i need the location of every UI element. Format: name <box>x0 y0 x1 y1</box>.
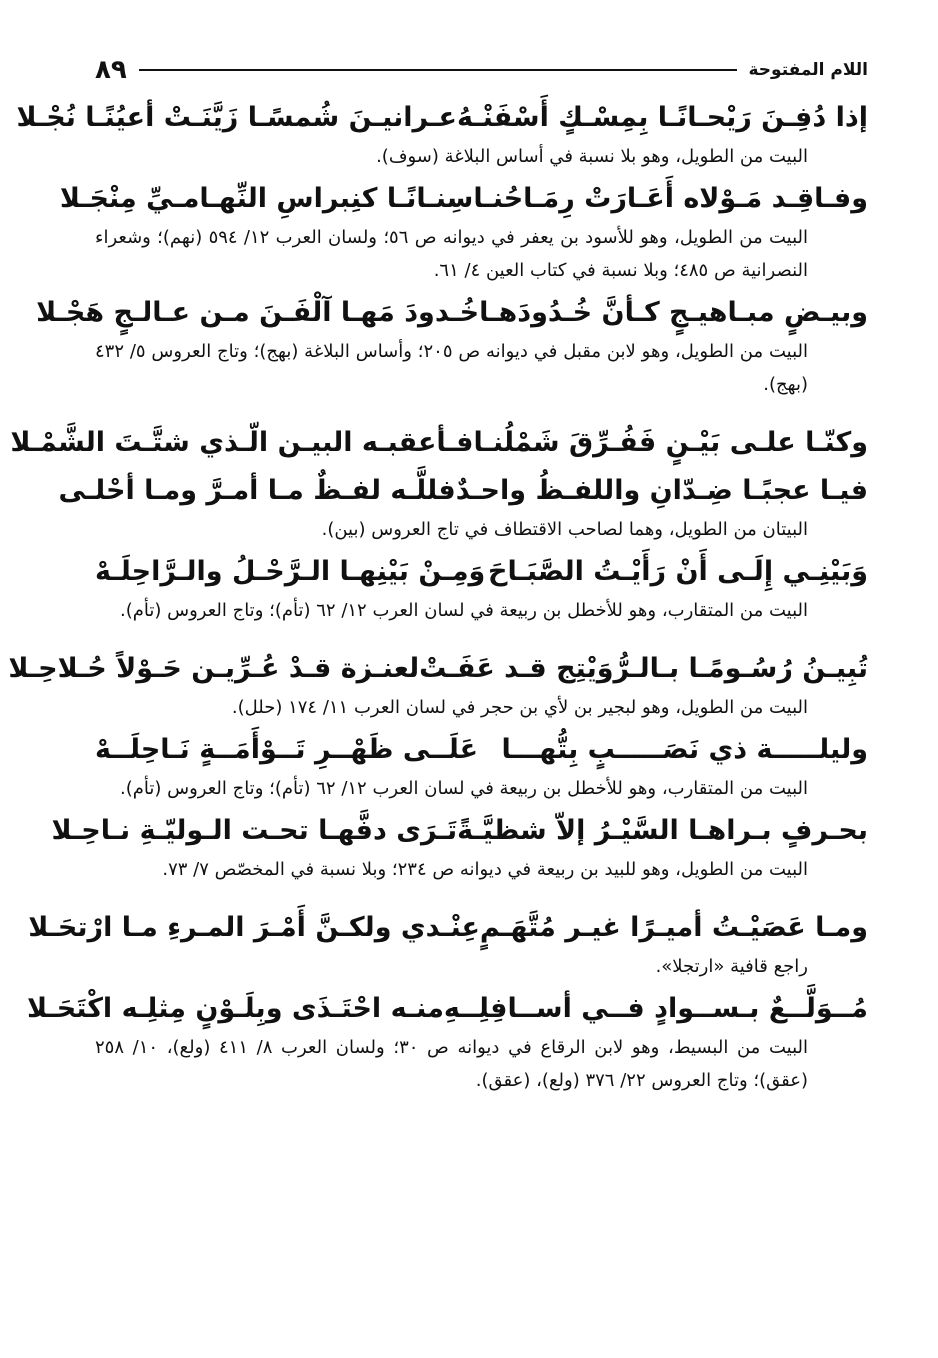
verse-line <box>58 469 868 513</box>
verse-note: البيتان من الطويل، وهما لصاحب الاقتطاف في تاج العروس (بين). <box>321 519 808 540</box>
second-hemistich: لعنـزة قـدْ عُـرِّيـن حَـوْلاً حُـلاحِـلا <box>8 653 420 684</box>
verse-note: البيت من الطويل، وهو للأسود بن يعفر في ديوانه ص ٥٦؛ ولسان العرب ١٢/ ٥٩٤ (نهم)؛ وشعراء النصرانية ص ٤٨٥؛ وبلا نسبة في كتاب العين ٤/ ٦١. <box>95 227 808 281</box>
second-hemistich: عَلَــى ظَهْــرِ تَــوْأَمَــةٍ نَـاحِلَــهْ <box>95 734 479 765</box>
poem-entry <box>28 906 868 983</box>
verse-line <box>51 809 868 853</box>
verse-line <box>95 550 868 594</box>
poem-entry <box>95 728 868 805</box>
verse-note: البيت من البسيط، وهو لابن الرقاع في ديوانه ص ٣٠؛ ولسان العرب ٨/ ٤١١ (ولع)، ١٠/ ٢٥٨ (عقق)؛ وتاج العروس ٢٢/ ٣٧٦ (ولع)، (عقق). <box>95 1037 808 1091</box>
first-hemistich: فيـا عجبًـا ضِـدّانِ واللفـظُ واحـدٌ <box>455 475 868 506</box>
verse-note: البيت من الطويل، وهو بلا نسبة في أساس البلاغة (سوف). <box>376 146 808 167</box>
page-header <box>95 48 868 92</box>
chapter-title: اللام المفتوحة <box>748 60 868 80</box>
second-hemistich: عـرانيـنَ شُمسًـا زَيَّنَـتْ أعيُنًـا نُجْـلا <box>16 102 457 133</box>
poem-entry <box>8 647 868 724</box>
first-hemistich: وَبَيْنِـي إِلَـى أَنْ رَأَيْـتُ الصَّبَـاحَ <box>488 556 868 587</box>
spacer <box>95 629 868 643</box>
poem-entry <box>16 96 868 173</box>
spacer <box>95 888 868 902</box>
second-hemistich: وَمِـنْ بَيْنِهـا الـرَّحْـلُ والـرَّاحِلَـهْ <box>95 556 486 587</box>
spacer <box>95 403 868 417</box>
second-hemistich: خُـدودَ مَهـا آلْفَـنَ مـن عـالـجٍ هَجْـلا <box>36 297 480 328</box>
poem-entry <box>36 291 868 401</box>
first-hemistich: وكنّـا علـى بَيْـنٍ فَفُـرِّقَ شَمْلُنـا <box>473 427 868 458</box>
poem-entry <box>51 809 868 886</box>
verse-note: البيت من المتقارب، وهو للأخطل بن ربيعة في لسان العرب ١٢/ ٦٢ (تأم)؛ وتاج العروس (تأم). <box>119 778 808 799</box>
verse-line <box>16 96 868 140</box>
second-hemistich: عِنْـدي ولكـنَّ أَمْـرَ المـرءِ مـا ارْتحَـلا <box>28 912 480 943</box>
first-hemistich: بحـرفٍ بـراهـا السَّيْـرُ إلاّ شظيَّـةً <box>457 815 868 846</box>
verse-note: البيت من المتقارب، وهو للأخطل بن ربيعة في لسان العرب ١٢/ ٦٢ (تأم)؛ وتاج العروس (تأم). <box>119 600 808 621</box>
second-hemistich: تَـرَى دفَّهـا تحـت الـوليّـةِ نـاحِـلا <box>51 815 458 846</box>
first-hemistich: وبيـضٍ مبـاهيـجٍ كـأنَّ خُـدُودَهـا <box>479 297 868 328</box>
verse-line <box>28 906 868 950</box>
verse-line <box>8 647 868 691</box>
poem-entry <box>59 177 868 287</box>
first-hemistich: إذا دُفِـنَ رَيْحـانًـا بِمِسْـكٍ أَسْفَنْـهُ <box>457 102 868 133</box>
verse-note: البيت من الطويل، وهو لابن مقبل في ديوانه ص ٢٠٥؛ وأساس البلاغة (بهج)؛ وتاج العروس ٥/ ٤٣٢ (بهج). <box>95 341 808 395</box>
poem-entry <box>27 987 868 1097</box>
verse-line <box>10 421 868 465</box>
poem-entry <box>10 421 868 546</box>
first-hemistich: تُبِيـنُ رُسُـومًـا بـالـرُّوَيْتِج قـد عَفَـتْ <box>419 653 868 684</box>
first-hemistich: وليلـــــة ذي نَصَـــــبٍ بِتُّهـــا <box>501 734 868 765</box>
first-hemistich: ومـا عَصَيْـتُ أميـرًا غيـر مُتَّهَـمٍ <box>479 912 868 943</box>
verse-line <box>36 291 868 335</box>
verse-note: البيت من الطويل، وهو لبجير بن لأي بن حجر في لسان العرب ١١/ ١٧٤ (حلل). <box>231 697 808 718</box>
second-hemistich: فللَّـه لفـظٌ مـا أمـرَّ ومـا أحْلـى <box>58 475 456 506</box>
second-hemistich: سِنـانًـا كنِبراسِ النِّهـامـيِّ مِنْجَـلا <box>59 183 474 214</box>
header-rule <box>139 69 737 71</box>
second-hemistich: منـه احْتَـذَى وبِلَـوْنٍ مِثلِـه اكْتَحَـلا <box>27 993 444 1024</box>
verse-note: البيت من الطويل، وهو للبيد بن ربيعة في ديوانه ص ٢٣٤؛ وبلا نسبة في المخصّص ٧/ ٧٣. <box>162 859 808 880</box>
poem-entry <box>95 550 868 627</box>
first-hemistich: وفـاقِـد مَـوْلاه أَعَـارَتْ رِمَـاحُنـا <box>473 183 868 214</box>
first-hemistich: مُــوَلَّــعٌ بـســوادٍ فــي أســافِلِــهِ <box>443 993 868 1024</box>
verse-line <box>27 987 868 1031</box>
page-number: ٨٩ <box>95 55 127 85</box>
verse-line <box>59 177 868 221</box>
second-hemistich: فـأعقبـه البيـن الّـذي شتَّـتَ الشَّمْـلا <box>10 427 474 458</box>
verse-note: راجع قافية «ارتجلا». <box>655 956 808 977</box>
verse-line <box>95 728 868 772</box>
